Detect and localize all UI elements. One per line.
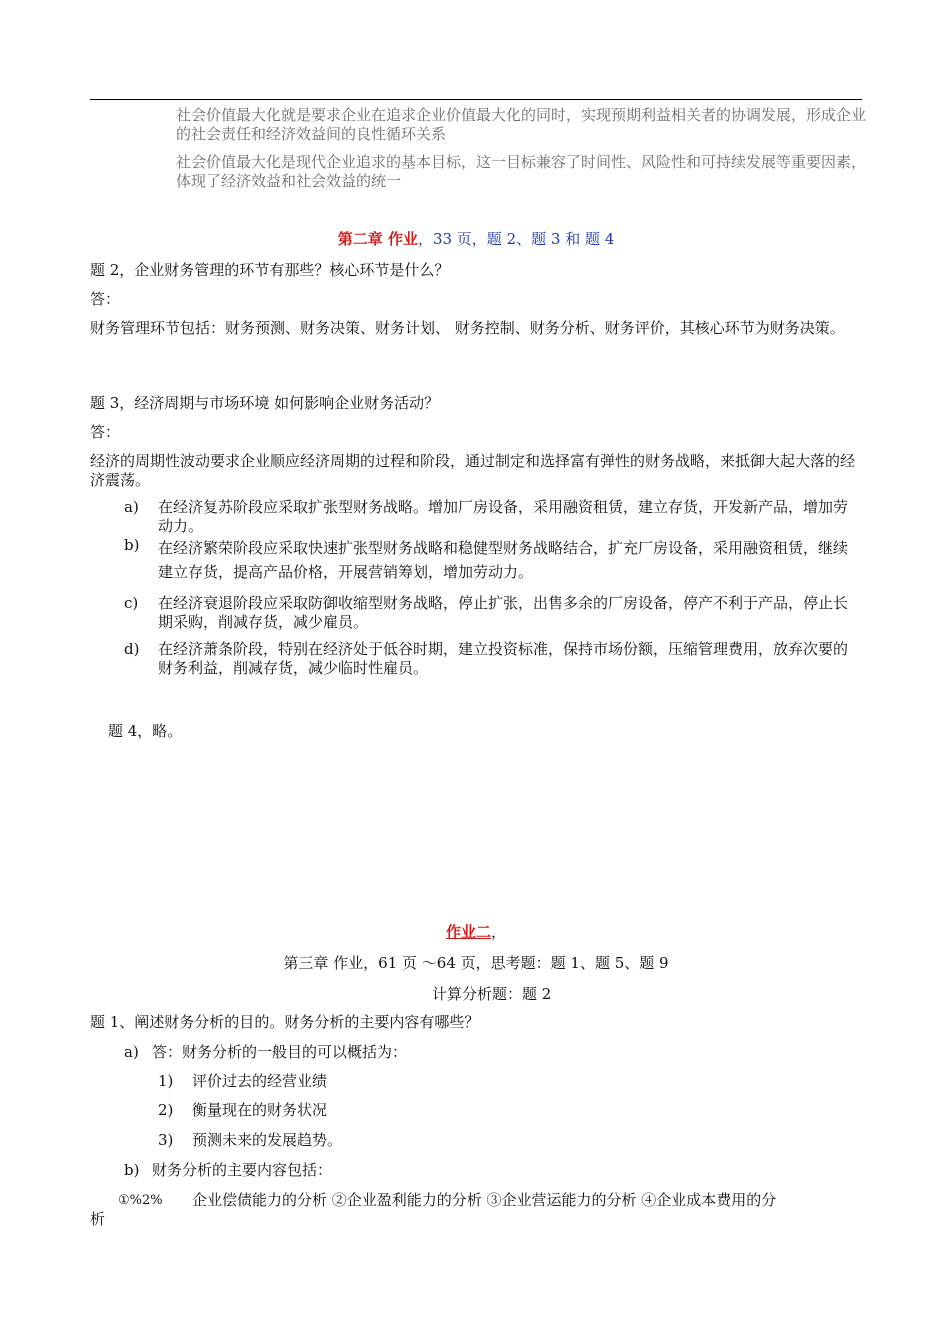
list-item [90,640,862,677]
list-marker: b) [124,536,140,554]
sub-list-marker: 1) [158,1072,174,1090]
homework-2-title [90,923,862,942]
list-marker: a) [124,1043,139,1061]
header-rule [90,99,862,100]
answer-2: 财务管理环节包括：财务预测、财务决策、财务计划、 财务控制、财务分析、财务评价，其核心环节为财务决策。 [90,319,845,337]
answer-3: 经济的周期性波动要求企业顺应经济周期的过程和阶段，通过制定和选择富有弹性的财务战略，来抵御大起大落的经济震荡。 [90,452,856,489]
homework-2-line-2: 计算分析题：题 2 [432,985,552,1003]
question-3: 题 3，经济周期与市场环境 如何影响企业财务活动？ [90,394,440,412]
sub-list-marker: 2) [158,1101,174,1119]
sub-list-marker: 3) [158,1131,174,1149]
question-4: 题 4，略。 [108,722,183,740]
sub-list-item [90,1101,862,1121]
sub-list-text: 衡量现在的财务状况 [192,1101,328,1119]
sub-list-text: 预测未来的发展趋势。 [192,1131,343,1149]
list-item [90,1161,862,1181]
list-marker: c) [124,594,139,612]
list-item [90,536,862,581]
sub-list-item [90,1072,862,1092]
list-item-text: 在经济复苏阶段应采取扩张型财务战略。增加厂房设备，采用融资租赁，建立存货，开发新产品，增加劳动力。 [158,498,849,535]
list-marker: a) [124,498,139,516]
list-item-text: 在经济衰退阶段应采取防御收缩型财务战略，停止扩张，出售多余的厂房设备，停产不利于产品，停止长期采购，削减存货，减少雇员。 [158,594,849,631]
intro-paragraph-2: 社会价值最大化是现代企业追求的基本目标，这一目标兼容了时间性、风险性和可持续发展等重要因素，体现了经济效益和社会效益的统一 [176,153,867,190]
chapter-2-heading-title: 第二章 作业 [337,230,418,248]
list-marker: b) [124,1161,140,1179]
sub-list-text: 评价过去的经营业绩 [192,1072,328,1090]
list-item-text: 财务分析的主要内容包括： [152,1161,333,1179]
list-item-text: 答：财务分析的一般目的可以概括为： [152,1043,408,1061]
homework-2-line-1: 第三章 作业，61 页 ～64 页，思考题：题 1、题 5、题 9 [283,954,669,972]
answer-label: 答： [90,290,121,308]
intro-paragraph-1: 社会价值最大化就是要求企业在追求企业价值最大化的同时，实现预期利益相关者的协调发展，形成企业的社会责任和经济效益间的良性循环关系 [176,106,867,143]
content-text-tail: 析 [90,1210,106,1228]
list-item [90,1043,862,1063]
content-marker: ①%2% [118,1193,163,1208]
homework-2-question-1: 题 1、阐述财务分析的目的。财务分析的主要内容有哪些？ [90,1013,480,1031]
list-item-text: 在经济萧条阶段，特别在经济处于低谷时期，建立投资标准，保持市场份额，压缩管理费用，放弃次要的财务利益，削减存货，减少临时性雇员。 [158,640,849,677]
sub-list-item [90,1131,862,1151]
question-2: 题 2，企业财务管理的环节有那些？核心环节是什么？ [90,261,450,279]
list-item-text: 在经济繁荣阶段应采取快速扩张型财务战略和稳健型财务战略结合，扩充厂房设备，采用融资租赁，继续建立存货，提高产品价格，开展营销筹划，增加劳动力。 [158,539,849,581]
homework-2-title-suffix: ， [491,923,507,941]
list-item [90,498,862,535]
analysis-content-list [90,1191,862,1231]
content-text: 企业偿债能力的分析 ②企业盈利能力的分析 ③企业营运能力的分析 ④企业成本费用的分 [192,1191,777,1209]
list-item [90,594,862,631]
list-marker: d) [124,640,140,658]
answer-label: 答： [90,423,121,441]
chapter-2-heading-details: ，33 页，题 2、题 3 和 题 4 [417,230,615,248]
homework-2-title-text: 作业二 [445,923,491,941]
chapter-2-heading [90,230,862,249]
